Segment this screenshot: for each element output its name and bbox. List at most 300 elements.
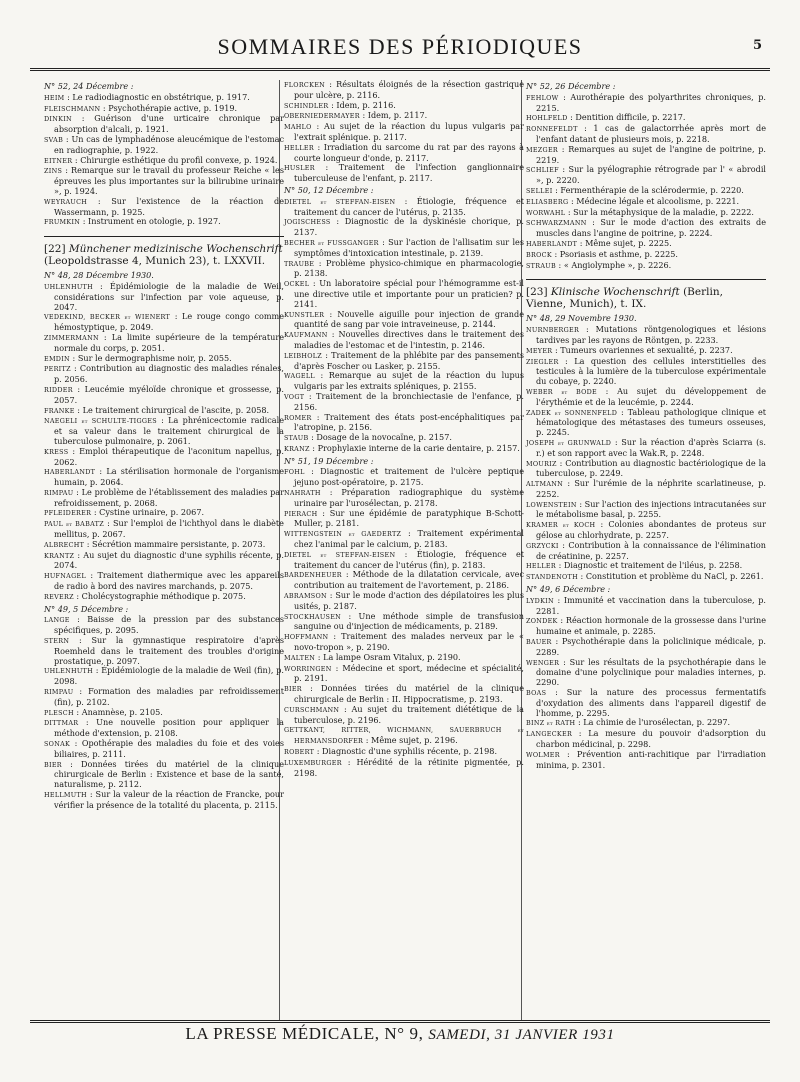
- entry-author: JOGISCHESS: [284, 218, 331, 227]
- summary-entry: [526, 541, 766, 562]
- entry-title: : Hérédité de la rétinite pigmentée, p. 2198.: [294, 756, 524, 778]
- journal-number: [23]: [526, 286, 548, 299]
- summary-entry: [284, 664, 524, 685]
- summary-entry: [284, 413, 524, 434]
- entry-list: [44, 615, 284, 810]
- entry-title: : Nouvelles directives dans le traitement des maladies de l'estomac et de l'intestin, p. 2146.: [294, 329, 524, 350]
- entry-title: : Préparation radiographique du système urinaire par l'urosélectan, p. 2178.: [294, 487, 524, 508]
- entry-list: [44, 282, 284, 603]
- entry-title: : La lampe Osram Vitalux, p. 2190.: [315, 651, 461, 662]
- entry-author: NURNBERGER: [526, 326, 580, 335]
- entry-author: ABRAMSON: [284, 592, 327, 601]
- entry-title: : La chimie de l'urosélectan, p. 2297.: [575, 717, 731, 728]
- entry-author: BINZ et RATH: [526, 719, 576, 728]
- entry-list: [284, 197, 524, 455]
- entry-author: MALTEN: [284, 653, 316, 662]
- summary-entry: [44, 114, 284, 135]
- summary-entry: [44, 135, 284, 156]
- summary-entry: [284, 444, 524, 455]
- entry-author: WAGELL: [284, 372, 315, 381]
- entry-title: : Le radiodiagnostic en obstétrique, p. 1917.: [64, 91, 250, 102]
- entry-title: : Remarques au sujet de l'angine de poitrine, p. 2219.: [536, 143, 766, 165]
- entry-author: WITTENGSTEIN et GAEDERTZ: [284, 530, 402, 539]
- entry-title: : Sur le mode d'action des extraits de muscles dans l'angine de poitrine, p. 2224.: [536, 217, 766, 239]
- summary-entry: [284, 310, 524, 331]
- entry-author: WORWAHL: [526, 208, 566, 217]
- entry-author: HELLMUTH: [44, 791, 87, 799]
- summary-entry: [44, 217, 284, 228]
- summary-entry: [284, 330, 524, 351]
- entry-author: WEYRAUCH: [44, 197, 88, 206]
- entry-author: STAUB: [284, 434, 309, 443]
- entry-title: : Emploi thérapeutique de l'aconitum napellus, p. 2062.: [54, 445, 284, 467]
- summary-entry: [526, 145, 766, 166]
- entry-author: DIETEL et STEFFAN-EISEN: [284, 550, 396, 559]
- entry-author: REVERZ: [44, 592, 74, 601]
- entry-title: : Contribution au diagnostic bactériologique de la tuberculose, p. 2249.: [536, 457, 766, 479]
- summary-entry: [44, 385, 284, 406]
- entry-title: : Sur l'action des injections intracutanées sur le métabolisme basal, p. 2255.: [536, 498, 766, 520]
- entry-title: : Même sujet, p. 2225.: [577, 237, 672, 248]
- entry-title: : Étiologie, fréquence et traitement du cancer de l'utérus, p. 2135.: [294, 195, 524, 217]
- entry-title: : Diagnostic et traitement de l'iléus, p. 2258.: [556, 560, 743, 571]
- summary-entry: [284, 163, 524, 184]
- entry-author: STERN: [44, 637, 70, 646]
- entry-author: TRAUBE: [284, 259, 315, 268]
- entry-author: LOWENSTEIN: [526, 500, 577, 509]
- header-rule: [30, 68, 770, 71]
- entry-title: : Traitement expérimental chez l'animal par le calcium, p. 2183.: [294, 528, 524, 550]
- summary-entry: [44, 571, 284, 592]
- column-2: [284, 80, 524, 778]
- summary-entry: [44, 592, 284, 603]
- journal-number: [22]: [44, 243, 66, 256]
- summary-entry: [44, 364, 284, 385]
- summary-entry: [284, 591, 524, 612]
- entry-author: MOURIZ: [526, 459, 557, 468]
- entry-title: : Sur une épidémie de paratyphique B-Schott-Muller, p. 2181.: [294, 507, 524, 529]
- entry-title: : Traitement de la bronchiectasie de l'enfance, p. 2156.: [294, 390, 524, 412]
- entry-author: DINKIN: [44, 115, 72, 124]
- summary-entry: [44, 551, 284, 572]
- summary-entry: [526, 124, 766, 145]
- entry-author: EITNER: [44, 156, 73, 165]
- page-number: 5: [752, 38, 762, 53]
- column-1: [44, 80, 284, 811]
- entry-title: : Idem, p. 2117.: [359, 110, 428, 121]
- entry-title: : Constitution et problème du NaCl, p. 2261.: [577, 571, 764, 582]
- entry-title: : Psychothérapie dans la policlinique médicale, p. 2289.: [536, 636, 766, 657]
- entry-author: NAHRATH: [284, 489, 321, 498]
- entry-title: : Sur l'urémie de la néphrite scarlatineuse, p. 2252.: [536, 478, 766, 499]
- summary-entry: [44, 312, 284, 333]
- entry-list: [44, 93, 284, 228]
- entry-title: : Le problème de l'établissement des maladies par refroidissement, p. 2068.: [54, 486, 284, 508]
- entry-title: : Diagnostic et traitement de l'ulcère peptique jejuno post-opératoire, p. 2175.: [294, 466, 524, 488]
- summary-entry: [526, 357, 766, 387]
- entry-author: HUSLER: [284, 164, 315, 173]
- issue-heading: N° 52, 24 Décembre :: [44, 81, 134, 91]
- entry-author: ZINS: [44, 167, 63, 176]
- summary-entry: [44, 467, 284, 488]
- summary-entry: [284, 725, 524, 747]
- entry-author: WORRINGEN: [284, 664, 332, 673]
- issue-heading: N° 48, 29 Novembre 1930.: [526, 313, 637, 324]
- entry-title: : Traitement des états post-encéphalitiques par l'atropine, p. 2156.: [294, 411, 524, 433]
- entry-title: : Une nouvelle position pour appliquer la méthode d'extension, p. 2108.: [54, 717, 284, 739]
- summary-entry: [44, 760, 284, 790]
- entry-title: : Aurothérapie des polyarthrites chroniques, p. 2215.: [536, 91, 766, 113]
- entry-title: : Sur la pyélographie rétrograde par l' « abrodil », p. 2220.: [536, 164, 766, 186]
- entry-title: : Remarque au sujet de la réaction du lupus vulgaris par les extraits spléniques, p. 2155.: [294, 370, 524, 392]
- entry-title: : Sur l'existence de la réaction de Wassermann, p. 1925.: [54, 195, 284, 217]
- entry-title: : Épidémiologie de la maladie de Weil (fin), p. 2098.: [54, 665, 284, 687]
- entry-title: : Un laboratoire spécial pour l'hémogramme est-il une directive utile et importante pour un praticien? p. 2141.: [294, 278, 524, 309]
- entry-title: : Une méthode simple de transfusion sanguine ou d'injection de médicaments, p. 2189.: [294, 610, 524, 632]
- summary-entry: [284, 612, 524, 633]
- entry-author: UHLENHUTH: [44, 282, 93, 291]
- entry-title: : La stérilisation hormonale de l'organisme humain, p. 2064.: [54, 466, 284, 488]
- entry-author: PFLEIDERER: [44, 509, 92, 518]
- entry-title: : Cholécystographie méthodique p. 2075.: [73, 590, 246, 601]
- summary-entry: [526, 637, 766, 658]
- entry-author: GETTKANT, RITTER, WICHMANN, SAUERBRUCH et HERMANSDORFER: [284, 726, 524, 746]
- entry-title: : Traitement de l'infection ganglionnaire tuberculeuse de l'enfant, p. 2117.: [294, 162, 524, 184]
- entry-author: BOAS: [526, 689, 547, 698]
- summary-entry: [526, 459, 766, 480]
- entry-title: : Sur la nature des processus fermentatifs d'oxydation des aliments dans l'appareil digestif de l'homme, p. 2295.: [536, 687, 766, 718]
- entry-title: : Sur le dermographisme noir, p. 2055.: [69, 352, 232, 363]
- entry-author: FLORCKEN: [284, 81, 326, 89]
- entry-title: : Guérison d'une urticaire chronique par absorption d'alcali, p. 1921.: [54, 113, 284, 135]
- journal-title: [526, 286, 766, 310]
- summary-entry: [44, 718, 284, 739]
- entry-title: : Étiologie, fréquence et traitement du cancer de l'utérus (fin), p. 2183.: [294, 548, 524, 570]
- summary-entry: [284, 122, 524, 143]
- entry-list: [284, 467, 524, 778]
- entry-title: : Dentition difficile, p. 2217.: [567, 112, 686, 123]
- entry-title: : Sécrétion mammaire persistante, p. 2073.: [84, 538, 266, 549]
- entry-author: ALTMANN: [526, 480, 564, 489]
- summary-entry: [44, 615, 284, 636]
- summary-entry: [44, 687, 284, 708]
- entry-title: : Cystine urinaire, p. 2067.: [91, 507, 205, 518]
- summary-entry: [526, 658, 766, 688]
- entry-author: SVAB: [44, 135, 64, 144]
- issue-heading: N° 49, 5 Décembre :: [44, 603, 129, 614]
- entry-title: : Remarque sur le travail du professeur Reiche « les épreuves les plus importantes sur la bilirubine urinaire », p. 1924.: [54, 165, 284, 196]
- entry-author: HEIM: [44, 93, 65, 102]
- summary-entry: [284, 392, 524, 413]
- entry-author: STRAUB: [526, 261, 556, 270]
- entry-author: HELLER: [284, 143, 315, 152]
- summary-entry: [44, 790, 284, 811]
- entry-author: BECHER et FUSSGANGER: [284, 238, 379, 247]
- entry-author: ELIASBERG: [526, 197, 569, 206]
- summary-entry: [284, 197, 524, 218]
- summary-entry: [526, 479, 766, 500]
- summary-entry: [44, 739, 284, 760]
- section-divider: [44, 236, 284, 237]
- entry-title: : Un cas de lymphadénose aleucémique de l'estomac en radiographie, p. 1922.: [54, 133, 284, 155]
- entry-title: : Sur la réaction d'après Sciarra (s. r.) et son rapport avec la Wak.R, p. 2248.: [536, 436, 766, 458]
- entry-author: RIMPAU: [44, 488, 74, 497]
- entry-author: MEYER: [526, 346, 553, 355]
- entry-title: : Leucémie myéloïde chronique et grossesse, p. 2057.: [54, 383, 284, 405]
- entry-title: : Traitement de la phlébite par des pansements d'après Foscher ou Lasker, p. 2155.: [294, 349, 524, 371]
- summary-entry: [526, 616, 766, 637]
- entry-author: CURSCHMANN: [284, 705, 340, 714]
- entry-title: : Sur le mode d'action des dépilatoires les plus usités, p. 2187.: [294, 590, 524, 611]
- journal-info: (Berlin, Vienne, Munich), t. IX.: [526, 286, 723, 311]
- entry-author: BROCK: [526, 250, 552, 259]
- entry-author: FEHLOW: [526, 93, 559, 102]
- entry-list: [526, 93, 766, 272]
- entry-author: ZONDEK: [526, 617, 558, 626]
- entry-title: : Immunité et vaccination dans la tuberculose, p. 2281.: [536, 594, 766, 616]
- entry-title: : Sur l'emploi de l'ichthyol dans le diabète mellitus, p. 2067.: [54, 518, 284, 540]
- entry-title: : Fermenthérapie de la sclérodermie, p. 2220.: [552, 184, 744, 195]
- entry-title: : Problème physico-chimique en pharmacologie, p. 2138.: [294, 257, 524, 279]
- header-title: SOMMAIRES DES PÉRIODIQUES: [217, 34, 583, 59]
- summary-entry: [284, 80, 524, 101]
- entry-author: ZIEGLER: [526, 357, 559, 366]
- summary-entry: [526, 596, 766, 617]
- entry-author: ROMER: [284, 413, 312, 422]
- section-divider: [526, 279, 766, 280]
- summary-entry: [526, 520, 766, 541]
- entry-author: HABERLANDT: [526, 239, 578, 248]
- entry-title: : Méthode de la dilatation cervicale, avec contribution au traitement de l'avortement, p. 2186.: [294, 569, 524, 591]
- entry-author: ALBRECHT: [44, 540, 85, 549]
- summary-entry: [526, 261, 766, 272]
- summary-entry: [284, 467, 524, 488]
- issue-heading: N° 50, 12 Décembre :: [284, 184, 374, 195]
- entry-author: PIERACH: [284, 509, 318, 518]
- entry-title: : Tumeurs ovariennes et sexualité, p. 2237.: [552, 344, 733, 355]
- issue-heading: N° 48, 28 Décembre 1930.: [44, 270, 154, 281]
- entry-list: [284, 80, 524, 184]
- entry-author: LEIBHOLZ: [284, 351, 323, 360]
- summary-entry: [526, 93, 766, 114]
- entry-title: : Même sujet, p. 2196.: [363, 735, 458, 746]
- summary-entry: [284, 632, 524, 653]
- summary-entry: [284, 684, 524, 705]
- entry-author: PAUL et BABATZ: [44, 520, 104, 529]
- entry-title: : La mesure du pouvoir d'adsorption du charbon médicinal, p. 2298.: [536, 728, 766, 750]
- entry-author: SCHLIEF: [526, 166, 559, 175]
- summary-entry: [284, 529, 524, 550]
- entry-title: : Sur la métaphysique de la maladie, p. 2222.: [565, 206, 754, 217]
- summary-entry: [526, 165, 766, 186]
- entry-author: LYDKIN: [526, 596, 554, 605]
- page-header: [32, 28, 768, 72]
- entry-title: : Diagnostic d'une syphilis récente, p. 2198.: [314, 746, 498, 756]
- summary-entry: [284, 705, 524, 726]
- entry-author: HOFFMANN: [284, 633, 329, 642]
- entry-author: HELLER: [526, 562, 557, 571]
- entry-author: WENGER: [526, 658, 560, 667]
- summary-entry: [44, 166, 284, 196]
- entry-title: : Au sujet de la réaction du lupus vulgaris par l'extrait splénique. p. 2117.: [294, 121, 524, 142]
- entry-title: : Épidémiologie de la maladie de Weil, considérations sur l'infection par voie aqueuse, p. 2047.: [54, 280, 284, 312]
- entry-author: HABERLANDT: [44, 468, 96, 477]
- entry-author: BIER: [284, 685, 302, 694]
- entry-author: KRAMER et KOCH: [526, 521, 596, 530]
- summary-entry: [526, 387, 766, 408]
- summary-entry: [44, 488, 284, 509]
- entry-author: STANDENOTH: [526, 573, 578, 582]
- entry-title: : Au sujet du développement de l'érythémie et de la leucémie, p. 2244.: [536, 385, 766, 407]
- entry-author: LANGECKER: [526, 730, 573, 739]
- entry-author: VOGT: [284, 392, 305, 401]
- entry-title: : La question des cellules interstitielles des testicules à la lumière de la tuberculose expérimentale du cobaye, p. 2240.: [536, 355, 766, 387]
- summary-entry: [44, 636, 284, 666]
- entry-title: : Résultats éloignés de la résection gastrique pour ulcère, p. 2116.: [294, 79, 524, 100]
- entry-title: : Baisse de la pression par des substances spécifiques, p. 2095.: [54, 614, 284, 636]
- summary-entry: [526, 572, 766, 583]
- entry-title: : Dosage de la novocaïne, p. 2157.: [308, 432, 452, 443]
- entry-author: SELLEI: [526, 186, 553, 195]
- entry-author: ROBERT: [284, 748, 315, 756]
- summary-entry: [284, 550, 524, 571]
- entry-author: SCHINDLER: [284, 101, 329, 110]
- entry-author: PLESCH: [44, 708, 74, 717]
- summary-entry: [44, 282, 284, 312]
- entry-author: LUXEMBURGER: [284, 758, 342, 767]
- summary-entry: [284, 238, 524, 259]
- journal-title: [44, 243, 284, 267]
- summary-entry: [44, 416, 284, 446]
- entry-author: BARDENHEUER: [284, 571, 342, 580]
- entry-title: : Médecine et sport, médecine et spécialité, p. 2191.: [294, 662, 524, 684]
- entry-title: : Traitement des malades nerveux par le « novo-tropon », p. 2190.: [294, 631, 524, 653]
- entry-author: FOHL: [284, 468, 305, 477]
- entry-author: HOHLFELD: [526, 114, 568, 123]
- entry-title: : Anamnèse, p. 2105.: [73, 706, 163, 717]
- entry-title: : Le rouge congo comme hémostyptique, p. 2049.: [54, 311, 284, 333]
- entry-title: : Sur les résultats de la psychothérapie dans le domaine d'une polyclinique pour maladies internes, p. 2290.: [536, 656, 766, 688]
- journal-name: Münchener medizinische Wochenschrift: [68, 243, 283, 256]
- summary-entry: [284, 143, 524, 164]
- entry-author: ZIMMERMANN: [44, 333, 99, 342]
- entry-title: : Psoriasis et asthme, p. 2225.: [551, 248, 678, 259]
- summary-entry: [526, 750, 766, 771]
- column-3: [526, 80, 766, 770]
- summary-entry: [44, 197, 284, 218]
- issue-heading: N° 52, 26 Décembre :: [526, 81, 616, 91]
- summary-entry: [284, 758, 524, 779]
- entry-author: BAUER: [526, 638, 552, 647]
- entry-author: LANGE: [44, 616, 70, 625]
- summary-entry: [284, 351, 524, 372]
- entry-title: : Sur la valeur de la réaction de Francke, pour vérifier la présence de la totalité du placenta, p. 2115.: [54, 789, 284, 810]
- entry-author: WEBER et BODE: [526, 387, 597, 396]
- entry-title: : Contribution au diagnostic des maladies rénales, p. 2056.: [54, 363, 284, 385]
- entry-title: : Opothérapie des maladies du foie et des voies biliaires, p. 2111.: [54, 738, 284, 759]
- summary-entry: [44, 666, 284, 687]
- journal-name: Klinische Wochenschrift: [550, 286, 680, 299]
- summary-entry: [526, 688, 766, 718]
- summary-entry: [526, 218, 766, 239]
- entry-title: : Prophylaxie interne de la carie dentaire, p. 2157.: [309, 442, 520, 453]
- entry-author: ZADEK et SONNENFELD: [526, 408, 618, 417]
- entry-title: : Au sujet du traitement diététique de la tuberculose, p. 2196.: [294, 703, 524, 725]
- footer-date: SAMEDI, 31 JANVIER 1931: [428, 1027, 615, 1043]
- entry-title: : Diagnostic de la dyskinésie chorique, p. 2137.: [294, 216, 524, 238]
- entry-title: : Données tirées du matériel de la clinique chirurgicale de Berlin : II. Hippocratisme, p. 2193.: [294, 683, 524, 705]
- entry-title: : Nouvelle aiguille pour injection de grande quantité de sang par voie intraveineuse, p. 2144.: [294, 308, 524, 330]
- entry-author: OBERNIEDERMAYER: [284, 112, 360, 121]
- footer-text: [30, 1020, 770, 1044]
- entry-author: MAHLO: [284, 123, 312, 132]
- entry-author: RIDDER: [44, 385, 73, 394]
- summary-entry: [44, 519, 284, 540]
- entry-author: WOLMER: [526, 750, 560, 759]
- footer-publication: LA PRESSE MÉDICALE, N° 9,: [185, 1024, 424, 1043]
- entry-title: : Sur la gymnastique respiratoire d'après Roemheld dans le traitement des troubles d'origine prostatique, p. 2097.: [54, 635, 284, 666]
- entry-title: : « Angiolymphe », p. 2226.: [555, 259, 672, 270]
- entry-title: : Réaction hormonale de la grossesse dans l'urine humaine et animale, p. 2285.: [536, 615, 766, 637]
- entry-author: NAEGELI et SCHULTE-TIGGES: [44, 417, 157, 426]
- entry-author: DITTMAR: [44, 719, 79, 728]
- entry-title: : Instrument en otologie, p. 1927.: [80, 216, 221, 227]
- entry-title: : Chirurgie esthétique du profil convexe, p. 1924.: [72, 154, 278, 165]
- entry-title: : Sur l'action de l'allisatim sur les symptômes d'intoxication intestinale, p. 2139.: [294, 236, 524, 258]
- issue-heading: N° 51, 19 Décembre :: [284, 455, 374, 466]
- summary-entry: [44, 447, 284, 468]
- summary-entry: [44, 333, 284, 354]
- entry-list: [526, 325, 766, 583]
- summary-entry: [526, 408, 766, 438]
- entry-title: : Prévention anti-rachitique par l'irradiation minima, p. 2301.: [536, 748, 766, 770]
- entry-title: : Psychothérapie active, p. 1919.: [100, 102, 238, 113]
- entry-title: : Médecine légale et alcoolisme, p. 2221.: [568, 195, 740, 206]
- entry-author: DIETEL et STEFFAN-EISEN: [284, 197, 396, 206]
- entry-title: : Tableau pathologique clinique et hématologique des métastases des tumeurs osseuses, p. 2245.: [536, 406, 767, 438]
- entry-author: SCHWARZMANN: [526, 219, 587, 228]
- entry-author: KRANZ: [284, 444, 310, 453]
- entry-title: : Formation des maladies par refroidissement (fin), p. 2102.: [54, 686, 284, 707]
- entry-title: : Irradiation du sarcome du rat par des rayons à courte longueur d'onde, p. 2117.: [294, 141, 524, 163]
- entry-author: VEDEKIND, BECKER et WIENERT: [44, 313, 171, 322]
- entry-title: : Idem, p. 2116.: [328, 99, 396, 110]
- entry-title: : Contribution à la connaissance de l'élimination de créatinine, p. 2257.: [536, 539, 766, 561]
- entry-author: STOCKHAUSEN: [284, 612, 342, 621]
- entry-author: RIMPAU: [44, 688, 74, 697]
- entry-author: OCKEL: [284, 280, 310, 289]
- entry-author: KUNSTLER: [284, 310, 325, 319]
- entry-title: : Colonies abondantes de proteus sur gélose au chlorhydrate, p. 2257.: [536, 519, 766, 541]
- summary-entry: [284, 509, 524, 530]
- entry-title: : La limite supérieure de la température normale du corps, p. 2051.: [54, 331, 284, 353]
- summary-entry: [526, 729, 766, 750]
- entry-title: : La phrénicectomie radicale et sa valeur dans le traitement chirurgical de la tuberculose pulmonaire, p. 2061.: [54, 415, 285, 446]
- entry-author: EMDIN: [44, 354, 70, 363]
- summary-entry: [284, 371, 524, 392]
- entry-author: PERITZ: [44, 365, 71, 374]
- entry-title: : Le traitement chirurgical de l'ascite, p. 2058.: [74, 404, 270, 415]
- page-footer: [30, 1020, 770, 1050]
- entry-title: : 1 cas de galactorrhée après mort de l'enfant datant de plusieurs mois, p. 2218.: [536, 123, 766, 144]
- entry-list: [526, 596, 766, 771]
- entry-author: BIER: [44, 760, 62, 769]
- summary-entry: [526, 438, 766, 459]
- entry-title: : Mutations röntgenologiques et lésions tardives par les rayons de Röntgen, p. 2233.: [536, 324, 766, 345]
- entry-author: FRANKE: [44, 406, 75, 415]
- summary-entry: [284, 217, 524, 238]
- summary-entry: [284, 488, 524, 509]
